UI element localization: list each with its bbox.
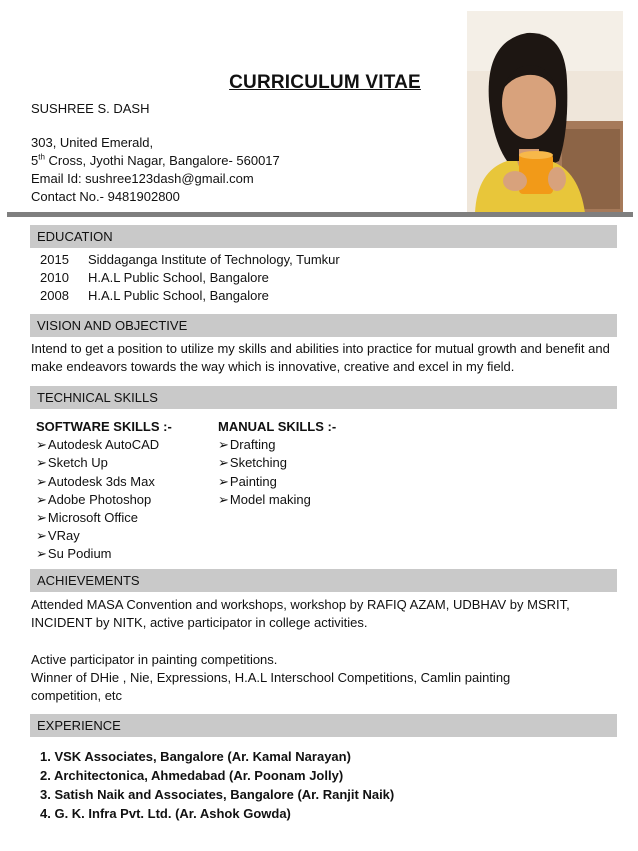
arrow-bullet-icon: ➢ <box>36 455 47 471</box>
list-item: ➢Autodesk AutoCAD <box>36 437 160 453</box>
manual-skills-heading: MANUAL SKILLS :- <box>218 419 337 434</box>
address-line-2: 5th Cross, Jyothi Nagar, Bangalore- 560017 <box>31 152 280 168</box>
list-item: ➢VRay <box>36 528 80 544</box>
list-item: ➢Painting <box>218 473 277 489</box>
experience-list <box>40 747 394 823</box>
arrow-bullet-icon: ➢ <box>218 437 229 453</box>
education-row: 2008 H.A.L Public School, Bangalore <box>40 288 269 303</box>
achievements-paragraph-1: Attended MASA Convention and workshops, workshop by RAFIQ AZAM, UDBHAV by MSRIT, INCIDENT by NITK, active participator in college activities. <box>31 597 570 630</box>
address-line-1: 303, United Emerald, <box>31 135 154 150</box>
arrow-bullet-icon: ➢ <box>36 437 47 453</box>
education-row: 2010 H.A.L Public School, Bangalore <box>40 270 269 285</box>
list-item: 1. VSK Associates, Bangalore (Ar. Kamal Narayan) <box>40 749 351 764</box>
arrow-bullet-icon: ➢ <box>218 455 229 471</box>
list-item: 4. G. K. Infra Pvt. Ltd. (Ar. Ashok Gowda) <box>40 806 291 821</box>
list-item: ➢Microsoft Office <box>36 510 138 526</box>
list-item: ➢Autodesk 3ds Max <box>36 473 155 489</box>
list-item: 2. Architectonica, Ahmedabad (Ar. Poonam Jolly) <box>40 768 344 783</box>
section-achievements-header: ACHIEVEMENTS <box>30 569 617 592</box>
achievements-paragraph-2: Active participator in painting competitions. Winner of DHie , Nie, Expressions, H.A.L Interschool Competitions, Camlin painting competition, etc <box>31 652 511 703</box>
software-skills-list <box>36 418 172 564</box>
header-divider <box>7 212 633 217</box>
arrow-bullet-icon: ➢ <box>36 510 47 526</box>
candidate-name: SUSHREE S. DASH <box>31 101 150 116</box>
arrow-bullet-icon: ➢ <box>218 491 229 507</box>
vision-text: Intend to get a position to utilize my skills and abilities into practice for mutual growth and benefit and make endeavors towards the way which is innovative, creative and excel in my field. <box>31 341 610 374</box>
email-line: Email Id: sushree123dash@gmail.com <box>31 171 254 186</box>
section-education-header: EDUCATION <box>30 225 617 248</box>
arrow-bullet-icon: ➢ <box>218 473 229 489</box>
list-item: ➢Sketching <box>218 455 287 471</box>
software-skills-heading: SOFTWARE SKILLS :- <box>36 419 172 434</box>
list-item: 3. Satish Naik and Associates, Bangalore (Ar. Ranjit Naik) <box>40 787 395 802</box>
list-item: ➢Adobe Photoshop <box>36 491 152 507</box>
list-item: ➢Sketch Up <box>36 455 108 471</box>
section-technical-header: TECHNICAL SKILLS <box>30 386 617 409</box>
contact-block <box>31 134 280 206</box>
arrow-bullet-icon: ➢ <box>36 491 47 507</box>
manual-skills-list <box>218 418 336 509</box>
arrow-bullet-icon: ➢ <box>36 473 47 489</box>
section-experience-header: EXPERIENCE <box>30 714 617 737</box>
arrow-bullet-icon: ➢ <box>36 528 47 544</box>
page-title: CURRICULUM VITAE <box>229 72 421 93</box>
list-item: ➢Drafting <box>218 437 276 453</box>
section-vision-header: VISION AND OBJECTIVE <box>30 314 617 337</box>
contact-number-line: Contact No.- 9481902800 <box>31 189 180 204</box>
list-item: ➢Su Podium <box>36 546 112 562</box>
profile-photo <box>467 11 623 213</box>
arrow-bullet-icon: ➢ <box>36 546 47 562</box>
list-item: ➢Model making <box>218 491 311 507</box>
education-row: 2015 Siddaganga Institute of Technology, Tumkur <box>40 252 340 267</box>
